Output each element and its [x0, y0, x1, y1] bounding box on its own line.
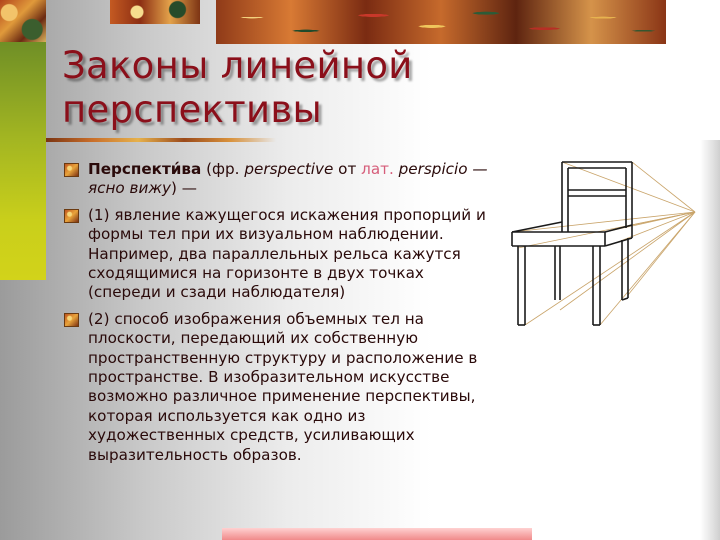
- decor-painting-top-left: [0, 0, 46, 42]
- decor-title-underline: [46, 138, 276, 142]
- meaning-2-paragraph: [62, 310, 492, 465]
- meaning-1-text: (1) явление кажущегося искажения пропорций и формы тел при их визуальном наблюдении. Например, два параллельных рельса кажутся сходящимися на горизонте в двух точках (спереди и сзади наблюдателя): [88, 205, 486, 302]
- meaning-1-paragraph: [62, 206, 492, 303]
- chair-outline: [512, 162, 632, 325]
- definition-open: (фр.: [201, 160, 245, 178]
- latin-word: perspicio — ясно вижу: [88, 160, 488, 198]
- decor-side-bar: [0, 42, 46, 280]
- definition-paragraph: [62, 160, 492, 199]
- bullet-icon: [64, 313, 79, 327]
- bullet-icon: [64, 163, 79, 177]
- chair-perspective-drawing: [500, 150, 710, 350]
- decor-bottom-bar: [222, 528, 532, 540]
- bullet-icon: [64, 209, 79, 223]
- slide-title: Законы линейной перспективы: [62, 44, 413, 131]
- decor-painting-top-small: [110, 0, 200, 24]
- french-word: perspective: [244, 160, 334, 178]
- definition-close: ) —: [171, 179, 197, 198]
- decor-painting-top-banner: [216, 0, 666, 44]
- perspective-lines: [512, 162, 695, 325]
- meaning-2-text: (2) способ изображения объемных тел на плоскости, передающий их собственную пространственную структуру и расположение в пространстве. В изобразительном искусстве возможно различное применение перспективы, которая используется как одно из художественных средств, усиливающих выразительность образов.: [88, 309, 478, 464]
- definition-from: от: [333, 160, 362, 178]
- latin-marker: лат.: [361, 160, 394, 178]
- slide-body: [62, 160, 492, 472]
- term-perspective: Перспекти́ва: [88, 160, 202, 178]
